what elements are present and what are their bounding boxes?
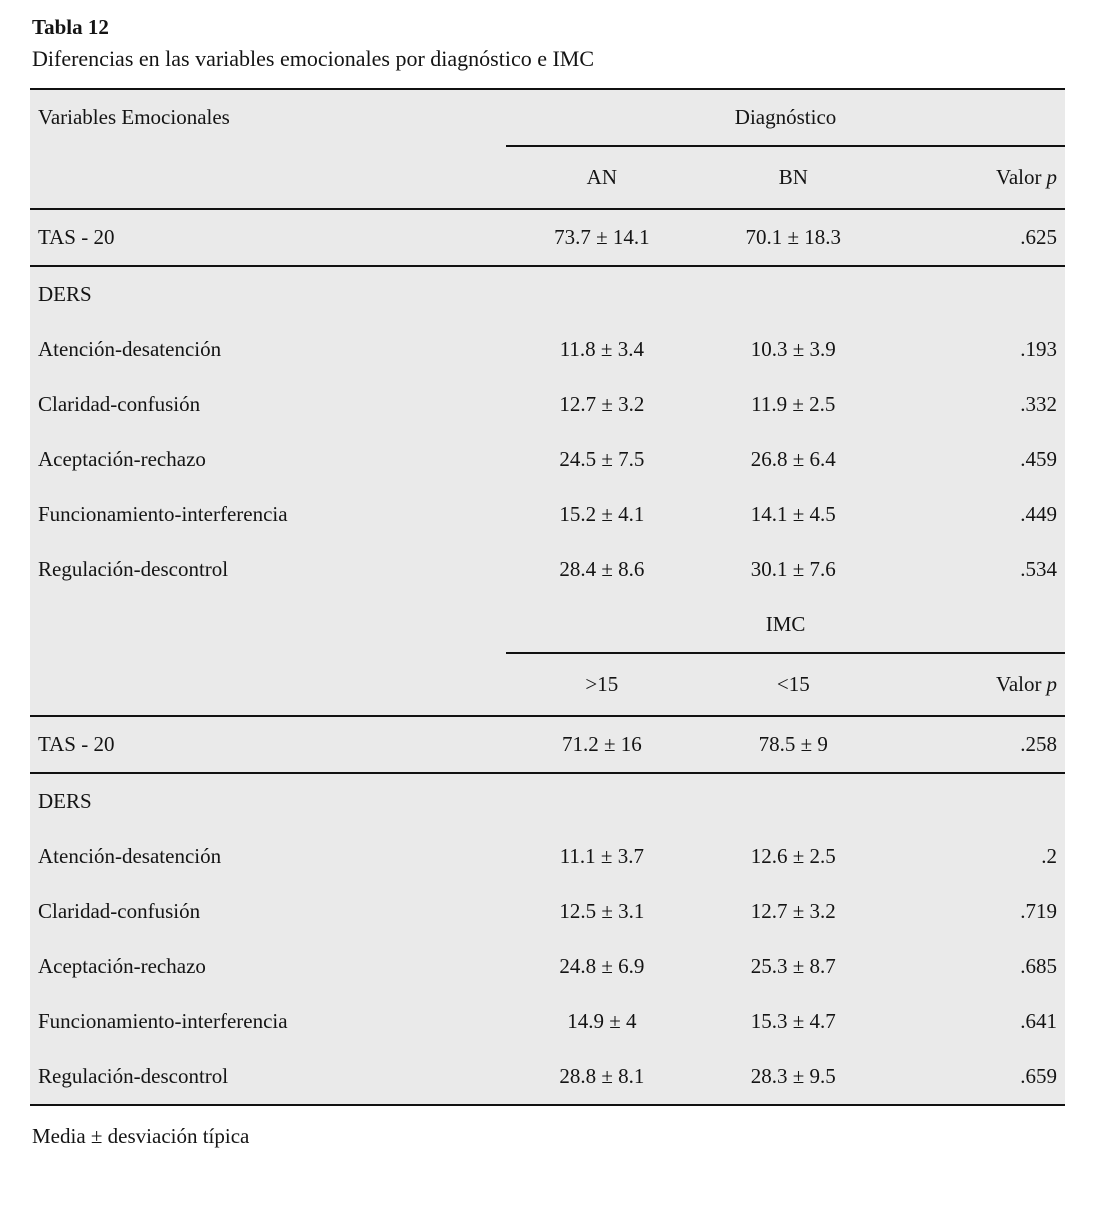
mean-sd-col2 [698, 773, 889, 829]
col-header-variables: Variables Emocionales [38, 105, 230, 130]
col-header-valor-p-1 [889, 146, 1065, 209]
row-label: Atención-desatención [38, 843, 222, 868]
p-value: .2 [1041, 843, 1057, 868]
col-header-an: AN [506, 146, 697, 209]
mean-sd-col1: 24.5 ± 7.5 [559, 446, 645, 471]
mean-sd-col1 [506, 266, 697, 322]
table-title: Diferencias en las variables emocionales por diagnóstico e IMC [32, 46, 595, 72]
p-value: .193 [1020, 336, 1057, 361]
column-header-row [30, 146, 1065, 209]
mean-sd-col2: 11.9 ± 2.5 [751, 391, 836, 416]
mean-sd-col1: 73.7 ± 14.1 [506, 209, 697, 266]
mean-sd-col1: 15.2 ± 4.1 [559, 501, 645, 526]
row-label: Funcionamiento-interferencia [38, 1008, 288, 1033]
table-row [30, 773, 1065, 829]
p-value: .659 [1020, 1063, 1057, 1088]
table-label: Tabla 12 [32, 15, 109, 39]
p-value: .719 [1020, 898, 1057, 923]
emotional-variables-table [30, 88, 1065, 1106]
mean-sd-col1: 71.2 ± 16 [506, 716, 697, 773]
mean-sd-col2: 25.3 ± 8.7 [750, 953, 836, 978]
table-caption-block [30, 12, 1065, 74]
mean-sd-col2: 12.7 ± 3.2 [750, 898, 836, 923]
table-row [30, 939, 1065, 994]
group-header-row [30, 89, 1065, 146]
mean-sd-col2: 70.1 ± 18.3 [698, 209, 889, 266]
p-value: .685 [1020, 953, 1057, 978]
mean-sd-col1: 12.7 ± 3.2 [559, 391, 645, 416]
mean-sd-col1: 28.8 ± 8.1 [559, 1063, 645, 1088]
row-label: Regulación-descontrol [38, 556, 229, 581]
mean-sd-col1: 11.1 ± 3.7 [559, 843, 644, 868]
table-row [30, 487, 1065, 542]
group-header-imc: IMC [506, 597, 1065, 653]
row-label: TAS - 20 [30, 209, 506, 266]
table-row [30, 994, 1065, 1049]
mean-sd-col2: 28.3 ± 9.5 [750, 1063, 836, 1088]
mean-sd-col1: 28.4 ± 8.6 [559, 556, 645, 581]
column-header-row [30, 653, 1065, 716]
p-value: .332 [1020, 391, 1057, 416]
row-label: Regulación-descontrol [38, 1063, 229, 1088]
group-header-diagnostico: Diagnóstico [506, 89, 1065, 146]
table-row [30, 266, 1065, 322]
p-value [889, 266, 1065, 322]
p-value: .258 [889, 716, 1065, 773]
p-value: .534 [1020, 556, 1057, 581]
table-footnote: Media ± desviación típica [32, 1123, 250, 1148]
mean-sd-col1: 11.8 ± 3.4 [559, 336, 644, 361]
mean-sd-col1: 14.9 ± 4 [567, 1008, 637, 1033]
row-label: TAS - 20 [30, 716, 506, 773]
table-row [30, 377, 1065, 432]
p-italic: p [1046, 164, 1057, 189]
group-header-row [30, 597, 1065, 653]
p-value [889, 773, 1065, 829]
mean-sd-col1: 12.5 ± 3.1 [559, 898, 645, 923]
table-row [30, 829, 1065, 884]
p-value: .449 [1020, 501, 1057, 526]
row-label: DERS [38, 281, 92, 306]
row-label: Aceptación-rechazo [38, 446, 206, 471]
mean-sd-col2: 10.3 ± 3.9 [750, 336, 836, 361]
mean-sd-col2: 12.6 ± 2.5 [750, 843, 836, 868]
col-header-valor-p-2 [889, 653, 1065, 716]
row-label: Aceptación-rechazo [38, 953, 206, 978]
mean-sd-col2: 15.3 ± 4.7 [750, 1008, 836, 1033]
empty-cell [30, 146, 506, 209]
table-row [30, 716, 1065, 773]
valor-label: Valor [996, 671, 1042, 696]
table-row [30, 322, 1065, 377]
col-header-lt15: <15 [698, 653, 889, 716]
mean-sd-col1: 24.8 ± 6.9 [559, 953, 645, 978]
table-row [30, 1049, 1065, 1105]
p-value: .625 [889, 209, 1065, 266]
empty-cell [30, 653, 506, 716]
mean-sd-col1 [506, 773, 697, 829]
empty-cell [30, 597, 506, 653]
table-row [30, 542, 1065, 597]
mean-sd-col2: 30.1 ± 7.6 [750, 556, 836, 581]
col-header-bn: BN [698, 146, 889, 209]
col-header-gt15: >15 [506, 653, 697, 716]
row-label: Atención-desatención [38, 336, 222, 361]
p-italic: p [1046, 671, 1057, 696]
p-value: .641 [1020, 1008, 1057, 1033]
row-label: Claridad-confusión [38, 391, 201, 416]
p-value: .459 [1020, 446, 1057, 471]
row-label: Claridad-confusión [38, 898, 201, 923]
table-row [30, 209, 1065, 266]
mean-sd-col2: 78.5 ± 9 [698, 716, 889, 773]
mean-sd-col2: 26.8 ± 6.4 [750, 446, 836, 471]
table-row [30, 884, 1065, 939]
mean-sd-col2: 14.1 ± 4.5 [750, 501, 836, 526]
mean-sd-col2 [698, 266, 889, 322]
valor-label: Valor [996, 164, 1042, 189]
table-row [30, 432, 1065, 487]
row-label: DERS [38, 788, 92, 813]
row-label: Funcionamiento-interferencia [38, 501, 288, 526]
